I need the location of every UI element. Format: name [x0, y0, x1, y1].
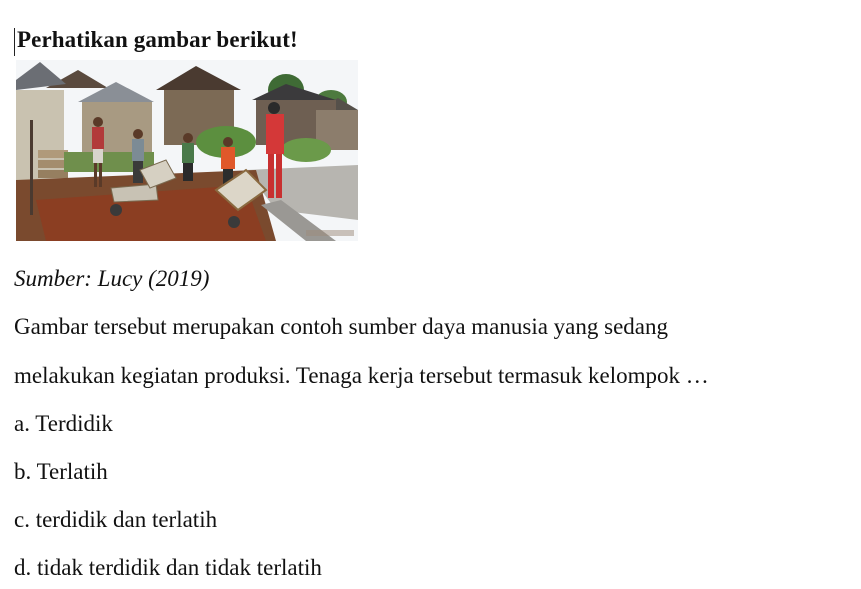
option-b: b. Terlatih: [14, 459, 108, 484]
question-heading: Perhatikan gambar berikut!: [17, 27, 298, 52]
question-text-line-1: Gambar tersebut merupakan contoh sumber daya manusia yang sedang: [14, 314, 669, 339]
option-d: d. tidak terdidik dan tidak terlatih: [14, 555, 322, 580]
option-a: a. Terdidik: [14, 411, 113, 436]
question-text-line-2: melakukan kegiatan produksi. Tenaga kerja tersebut termasuk kelompok …: [14, 363, 709, 388]
image-source-caption: Sumber: Lucy (2019): [14, 266, 210, 291]
workers-photo: [16, 60, 358, 241]
text-cursor: [14, 28, 15, 56]
option-c: c. terdidik dan terlatih: [14, 507, 218, 532]
